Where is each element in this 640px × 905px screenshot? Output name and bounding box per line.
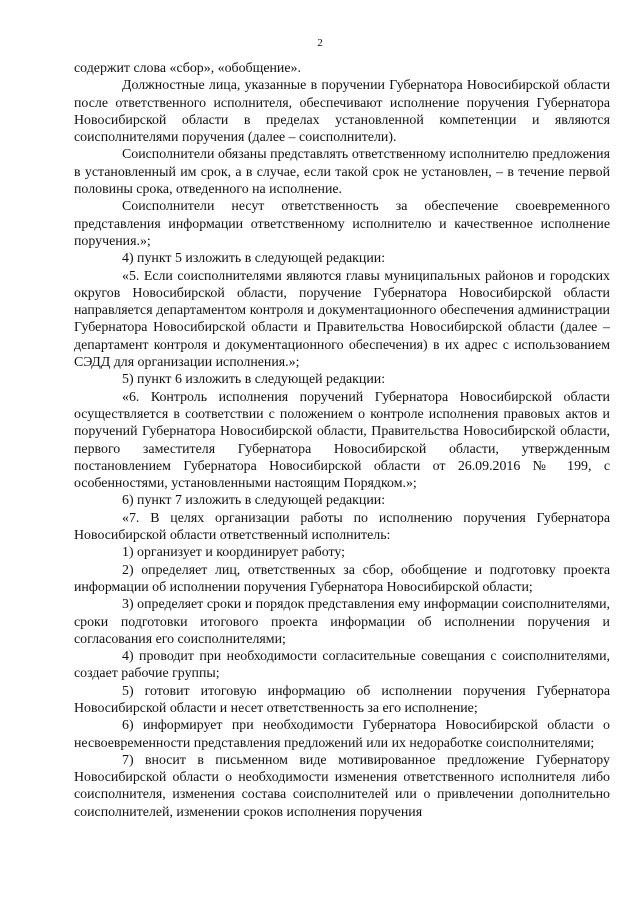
page-number: 2 bbox=[317, 37, 323, 49]
list-item-4: 4) проводит при необходимости согласительные совещания с соисполнителями, создает рабочие группы; bbox=[74, 649, 610, 682]
document-body bbox=[74, 60, 610, 821]
paragraph-co-executors-duties: Соисполнители обязаны представлять ответственному исполнителю предложения в установленный им срок, а в случае, если такой срок не установлен, – в течение первой половины срока, отведенного на исполнение. bbox=[74, 147, 610, 198]
paragraph-clause-5: «5. Если соисполнителями являются главы муниципальных районов и городских округов Новосибирской области, поручение Губернатора Новосибирской области направляется департаментом контроля и документационного обеспечения администрации Губернатора Новосибирской области и Правительства Новосибирской области (далее – департамент контроля и документационного обеспечения) в их адрес с использованием СЭДД для организации исполнения.»; bbox=[74, 268, 610, 371]
paragraph-co-executors-definition: Должностные лица, указанные в поручении Губернатора Новосибирской области после ответственного исполнителя, обеспечивают исполнение поручения Губернатора Новосибирской области в пределах установленной компетенции и являются соисполнителями поручения (далее – соисполнители). bbox=[74, 78, 610, 146]
list-item-5: 5) готовит итоговую информацию об исполнении поручения Губернатора Новосибирской области и несет ответственность за его исполнение; bbox=[74, 683, 610, 716]
paragraph-co-executors-responsibility: Соисполнители несут ответственность за обеспечение своевременного представления информации ответственному исполнителю и качественное исполнение поручения.»; bbox=[74, 199, 610, 249]
paragraph-continuation: содержит слова «сбор», «обобщение». bbox=[74, 61, 301, 76]
list-item-6: 6) информирует при необходимости Губернатора Новосибирской области о несвоевременности представления предложений или их недоработке соисполнителями; bbox=[74, 718, 610, 751]
paragraph-clause-7: «7. В целях организации работы по исполнению поручения Губернатора Новосибирской области ответственный исполнитель: bbox=[74, 510, 610, 544]
list-item-1: 1) организует и координирует работу; bbox=[122, 545, 345, 561]
list-item-2: 2) определяет лиц, ответственных за сбор, обобщение и подготовку проекта информации об исполнении поручения Губернатора Новосибирской области; bbox=[74, 562, 610, 595]
paragraph-amendment-6: 6) пункт 7 изложить в следующей редакции: bbox=[122, 493, 386, 509]
paragraph-amendment-5: 5) пункт 6 изложить в следующей редакции: bbox=[122, 372, 386, 388]
paragraph-clause-6: «6. Контроль исполнения поручений Губернатора Новосибирской области осуществляется в соответствии с положением о контроле исполнения правовых актов и поручений Губернатора Новосибирской области, Правительства Новосибирской области, первого заместителя Губернатора Новосибирской области, утвержденным постановлением Губернатора Новосибирской области от 26.09.2016 № 199, с особенностями, установленными настоящим Порядком.»; bbox=[74, 389, 610, 492]
list-item-7: 7) вносит в письменном виде мотивированное предложение Губернатору Новосибирской области о необходимости изменения ответственного исполнителя либо соисполнителя, изменения состава соисполнителей или о привлечении дополнительно соисполнителей, изменении сроков исполнения поручения bbox=[74, 752, 610, 820]
list-item-3: 3) определяет сроки и порядок представления ему информации соисполнителями, сроки подготовки итогового проекта информации об исполнении поручения и согласования его соисполнителями; bbox=[74, 597, 610, 647]
paragraph-amendment-4: 4) пункт 5 изложить в следующей редакции: bbox=[122, 251, 386, 267]
